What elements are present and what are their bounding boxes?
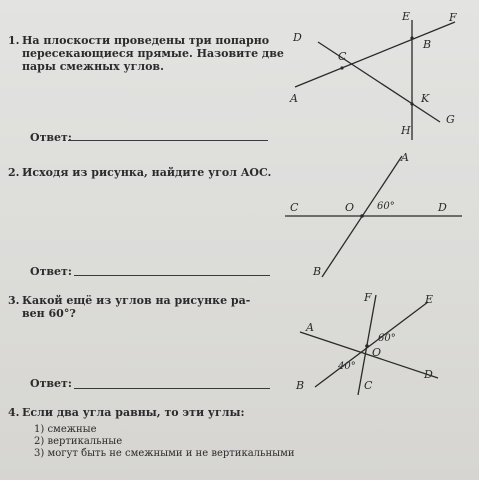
q3-text-line2: вен 60°? bbox=[22, 307, 76, 320]
fig3-label-F: F bbox=[364, 291, 372, 304]
line-BE bbox=[315, 302, 428, 387]
fig3-angle-60: 60° bbox=[378, 333, 396, 344]
fig1-label-G: G bbox=[446, 113, 455, 126]
point-B-dot bbox=[410, 36, 413, 39]
fig1-label-F: F bbox=[449, 11, 457, 24]
fig1-label-K: K bbox=[421, 92, 430, 105]
fig2-angle-60: 60° bbox=[377, 201, 395, 212]
fig2-label-A: A bbox=[401, 151, 409, 164]
q1-number: 1. bbox=[8, 34, 20, 47]
q4-text: Если два угла равны, то эти углы: bbox=[22, 406, 245, 419]
q3-number: 3. bbox=[8, 294, 20, 307]
q1-text-line1: На плоскости проведены три попарно bbox=[22, 34, 270, 47]
fig3-label-A: A bbox=[306, 321, 314, 334]
point-C-dot bbox=[340, 66, 343, 69]
fig1-label-H: H bbox=[401, 124, 411, 137]
line-AD bbox=[300, 332, 438, 378]
fig2-label-C: C bbox=[290, 201, 299, 214]
figure-3-center-dot bbox=[365, 344, 369, 348]
q2-number: 2. bbox=[8, 166, 20, 179]
fig3-label-O: O bbox=[372, 346, 382, 359]
fig3-label-C: C bbox=[364, 379, 373, 392]
q1-answer-label: Ответ: bbox=[30, 131, 72, 144]
q4-option-2[interactable]: 2) вертикальные bbox=[34, 436, 123, 447]
q2-text: Исходя из рисунка, найдите угол AOC. bbox=[22, 166, 272, 179]
figure-2-lines bbox=[285, 156, 462, 277]
fig1-label-E: E bbox=[402, 10, 411, 23]
q4-option-3[interactable]: 3) могут быть не смежными и не вертикальными bbox=[34, 448, 295, 459]
fig1-label-B: B bbox=[423, 38, 432, 51]
fig3-label-B: B bbox=[296, 379, 305, 392]
fig3-angle-40: 40° bbox=[338, 361, 356, 372]
q4-number: 4. bbox=[8, 406, 20, 419]
fig1-label-D: D bbox=[293, 31, 302, 44]
q3-answer-label: Ответ: bbox=[30, 377, 72, 390]
figure-1-points bbox=[340, 36, 413, 105]
fig3-label-E: E bbox=[425, 293, 434, 306]
q2-answer-label: Ответ: bbox=[30, 265, 72, 278]
point-K-dot bbox=[410, 102, 413, 105]
fig1-label-A: A bbox=[290, 92, 298, 105]
q4-option-1[interactable]: 1) смежные bbox=[34, 424, 97, 435]
q3-text-line1: Какой ещё из углов на рисунке ра- bbox=[22, 294, 251, 307]
q1-text-line2: пересекающиеся прямые. Назовите две bbox=[22, 47, 284, 60]
point-O-dot bbox=[360, 214, 364, 218]
fig2-label-B: B bbox=[313, 265, 322, 278]
fig1-label-C: C bbox=[338, 50, 347, 63]
line-AF bbox=[295, 22, 455, 87]
fig2-label-O: O bbox=[345, 201, 355, 214]
line-DG bbox=[318, 42, 440, 122]
fig3-label-D: D bbox=[424, 368, 433, 381]
fig2-label-D: D bbox=[438, 201, 447, 214]
q1-text-line3: пары смежных углов. bbox=[22, 60, 164, 73]
